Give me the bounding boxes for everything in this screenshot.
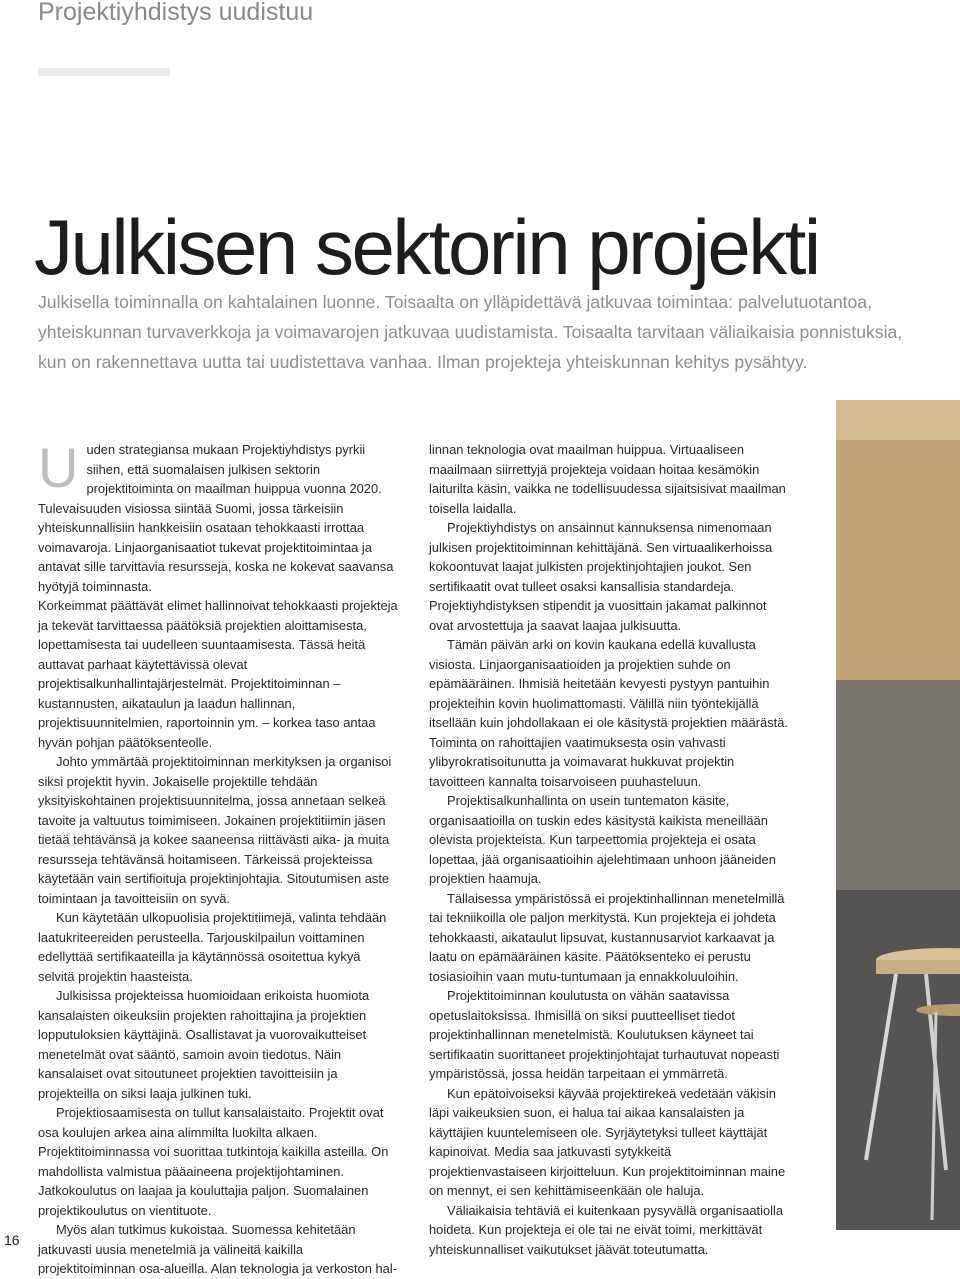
article-headline: Julkisen sektorin projekti	[34, 203, 819, 292]
right-paragraph: Projektiyhdistys on ansainnut kannuksensa nimenomaan julkisen projektitoiminnan kehittäjänä. Sen virtuaalikerhoissa kokoontuvat laajat julkisten projektinjohtajien joukot. Sen sertifikaatit ovat tulleet osaksi kansallisia standardeja. Projektiyhdistyksen stipendit ja vuosittain jakamat palkinnot ovat arvostettuja ja saavat laajaa julkisuutta.	[429, 520, 773, 633]
left-paragraph: Julkisissa projekteissa huomioidaan erikoista huomiota kansalaisten oikeuksiin projekten rahoittajina ja projektien lopputuloksien käyttäjinä. Osallistavat ja vuorovaikutteiset menetelmät ovat sääntö, samoin avoin tiedotus. Näin kansalaiset ovat sitoutuneet projektien tavoitteisiin ja projekteilla on siksi laaja julkinen tuki.	[38, 988, 370, 1101]
interior-photo-illustration	[836, 400, 960, 1230]
section-title: Projektiyhdistys uudistuu	[38, 0, 314, 26]
right-paragraph: linnan teknologia ovat maailman huippua. Virtuaaliseen maailmaan siirrettyjä projekteja voidaan hoitaa kesämökin laiturilta käsin, vaikka ne todellisuudessa sijaitsisivat maailman toisella laidalla.	[429, 442, 786, 516]
page-number: 16	[4, 1232, 20, 1248]
interior-photo	[836, 400, 960, 1230]
right-paragraph: Projektitoiminnan koulutusta on vähän saatavissa opetuslaitoksissa. Ihmisillä on siksi puutteelliset tiedot projektinhallinnan menetelmistä. Koulutuksen käyneet tai sertifikaatin suorittaneet projektinjohtajat turhautuvat nopeasti ympäristössä, jossa heidän tarpeitaan ei ymmärretä.	[429, 988, 780, 1081]
left-paragraph: Johto ymmärtää projektitoiminnan merkityksen ja organisoi siksi projektit hyvin. Jokaiselle projektille tehdään yksityiskohtainen projektisuunnitelma, jossa annetaan selkeä tavoite ja valtuutus toimimiseen. Jokainen projektitiimin jäsen tietää tehtävänsä ja kokee saaneensa riittävästi aika- ja muita resursseja tehtävänsä hoitamiseen. Tärkeissä projekteissa käytetään vain sertifioituja projektinjohtajia. Sitoutumisen aste toimintaan ja tavoitteisiin on syvä.	[38, 754, 392, 906]
right-column	[429, 440, 791, 1259]
left-paragraph: Korkeimmat päättävät elimet hallinnoivat tehokkaasti projekteja ja tekevät tarvittaessa päätöksiä projektien aloittamisesta, lopettamisesta tai uudelleen suuntaamisesta. Tässä heitä auttavat parhaat käytettävissä olevat projektisalkunhallintajärjestelmät. Projektitoiminnan – kustannusten, aikataulun ja laadun hallinnan, projektisuunnitelmien, raportoinnin ym. – korkea taso antaa hyvän pohjan päätöksenteolle.	[38, 598, 398, 750]
right-paragraph: Projektisalkunhallinta on usein tuntematon käsite, organisaatioilla on tuskin edes käsitystä kaikista meneillään olevista projekteista. Kun tarpeettomia projekteja ei osata lopettaa, jää organisaatioihin ajelehtimaan unhoon jääneiden projektien haamuja.	[429, 793, 776, 886]
left-paragraph: Projektiosaamisesta on tullut kansalaistaito. Projektit ovat osa koulujen arkea aina alimmilta luokilta alkaen. Projektitoiminnassa voi suorittaa tutkintoja kaikilla asteilla. On mahdollista valmistua pääaineena projektijohtaminen. Jatkokoulutus on laajaa ja kouluttajia paljon. Suomalainen projektikoulutus on vientituote.	[38, 1105, 389, 1218]
right-paragraph: Tällaisessa ympäristössä ei projektinhallinnan menetelmillä tai tekniikoilla ole paljon merkitystä. Kun projekteja ei johdeta tehokkaasti, aikataulut lipsuvat, kustannusarviot karkaavat ja laatu on epämääräinen käsite. Päätöksenteko ei perustu tosiasioihin vaan mutu-tuntumaan ja ennakkoluuloihin.	[429, 890, 785, 984]
left-column	[38, 436, 400, 1279]
left-paragraph: Kun käytetään ulkopuolisia projektitiimejä, valinta tehdään laatukriteereiden perusteella. Tarjouskilpailun voittaminen edellyttää sertifikaateilla ja käytännössä osoitettua kykyä selvitä projektin haasteista.	[38, 910, 387, 984]
drop-cap: U	[38, 436, 79, 499]
right-paragraph: Kun epätoivoiseksi käyvää projektirekeä vedetään väkisin läpi vaikeuksien suon, ei halua tai aikaa kansalaisten ja käyttäjien kuuntelemiseen ole. Syrjäytetyksi tulleet käyttäjät kapinoivat. Media saa jatkuvasti sytykkeitä projektienvastaiseen kirjoitteluun. Kun projektitoiminnan maine on mennyt, ei sen kehittämiseenkään ole haluja.	[429, 1085, 786, 1198]
article-lead: Julkisella toiminnalla on kahtalainen luonne. Toisaalta on ylläpidettävä jatkuvaa toimintaa: palvelutuotantoa, yhteiskunnan turvaverkkoja ja voimavarojen jatkuvaa uudistamista. Toisaalta tarvitaan väliaikaisia ponnistuksia, kun on rakennettava uutta tai uudistettava vanhaa. Ilman projekteja yhteiskunnan kehitys pysähtyy.	[38, 292, 903, 372]
header-rule	[38, 68, 170, 76]
left-paragraph	[38, 436, 400, 596]
left-paragraph: Myös alan tutkimus kukoistaa. Suomessa kehitetään jatkuvasti uusia menetelmiä ja välineitä kaikilla projektitoiminnan osa-alueilla. Alan teknologia ja verkoston hal-	[38, 1222, 397, 1276]
right-paragraph: Tämän päivän arki on kovin kaukana edellä kuvallusta visiosta. Linjaorganisaatioiden ja projektien suhde on epämääräinen. Ihmisiä heitetään kevyesti pystyyn pantuihin projekteihin kovin huolimattomasti. Välillä niin työntekijällä itsellään kuin johdollakaan ei ole käsitystä projektien määrästä. Toiminta on rahoittajien vaatimuksesta osin vahvasti ylibyrokratisoitunutta ja voimavarat hukkuvat projektin tavoitteen kannalta toisarvoiseen puuhasteluun.	[429, 637, 788, 789]
left-paragraph-text: uden strategiansa mukaan Projektiyhdistys pyrkii siihen, että suomalaisen julkisen sektorin projektitoiminta on maailman huippua vuonna 2020. Tulevaisuuden visiossa siintää Suomi, jossa tärkeisiin yhteiskunnallisiin hankkeisiin osataan tehokkaasti irrottaa voimavaroja. Linjaorganisaatiot tukevat projektitoimintaa ja antavat sille tarvittavia resursseja, koska ne kokevat saavansa hyötyjä toiminnasta.	[38, 442, 394, 594]
right-paragraph: Väliaikaisia tehtäviä ei kuitenkaan pysyvällä organisaatiolla hoideta. Kun projekteja ei ole tai ne eivät toimi, merkittävät yhteiskunnalliset vaikutukset jäävät toteutumatta.	[429, 1202, 784, 1257]
